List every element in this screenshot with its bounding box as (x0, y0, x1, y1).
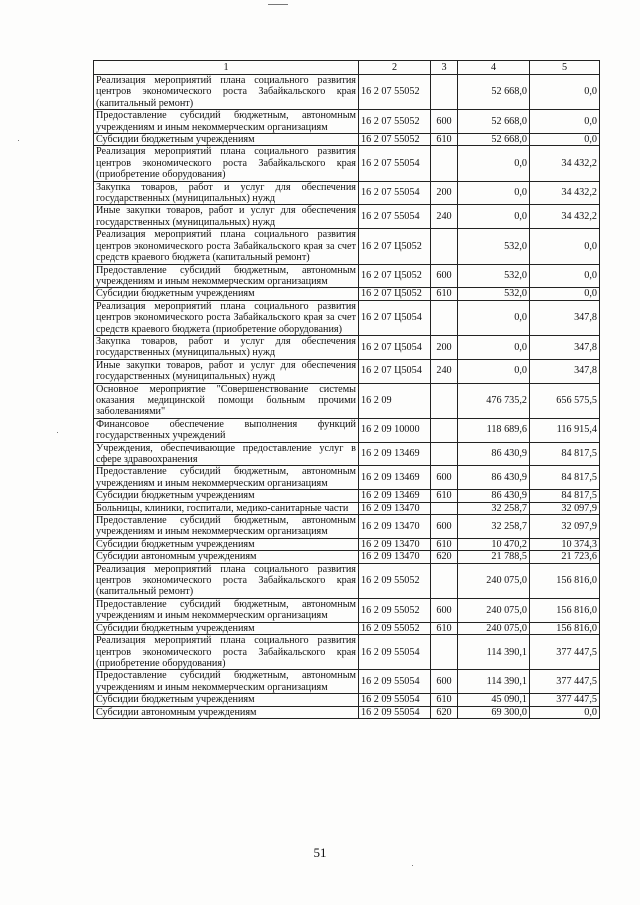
row-value-year1-cell: 0,0 (458, 181, 530, 205)
row-value-year1-cell: 52 668,0 (458, 110, 530, 134)
table-row (94, 563, 600, 598)
table-row (94, 181, 600, 205)
row-code-cell: 16 2 09 (359, 383, 431, 418)
row-code-cell: 16 2 09 13470 (359, 538, 431, 550)
row-value-year1-cell: 32 258,7 (458, 515, 530, 539)
row-code-cell: 16 2 07 55054 (359, 146, 431, 181)
row-value-year2-cell: 377 447,5 (530, 635, 600, 670)
row-expense-type-cell: 200 (431, 181, 458, 205)
row-code-cell: 16 2 07 Ц5054 (359, 359, 431, 383)
row-value-year1-cell: 532,0 (458, 288, 530, 300)
row-code-cell: 16 2 09 13470 (359, 502, 431, 514)
row-value-year2-cell: 0,0 (530, 264, 600, 288)
row-expense-type-cell (431, 300, 458, 335)
row-code-cell: 16 2 07 55052 (359, 75, 431, 110)
row-value-year2-cell: 32 097,9 (530, 515, 600, 539)
row-code-cell: 16 2 07 Ц5054 (359, 300, 431, 335)
table-row (94, 146, 600, 181)
row-value-year2-cell: 0,0 (530, 75, 600, 110)
row-code-cell: 16 2 09 55054 (359, 706, 431, 718)
row-expense-type-cell: 620 (431, 706, 458, 718)
row-expense-type-cell: 610 (431, 694, 458, 706)
row-value-year2-cell: 347,8 (530, 300, 600, 335)
row-value-year2-cell: 0,0 (530, 706, 600, 718)
scan-speck (268, 4, 288, 5)
row-value-year1-cell: 0,0 (458, 300, 530, 335)
row-value-year2-cell: 0,0 (530, 288, 600, 300)
table-row (94, 490, 600, 502)
row-expense-type-cell: 610 (431, 490, 458, 502)
table-row (94, 110, 600, 134)
row-value-year1-cell: 45 090,1 (458, 694, 530, 706)
row-name-cell: Реализация мероприятий плана социального развития центров экономического роста Забайкальского края (приобретение оборудования) (94, 146, 359, 181)
row-code-cell: 16 2 07 Ц5054 (359, 335, 431, 359)
row-value-year2-cell: 347,8 (530, 335, 600, 359)
row-code-cell: 16 2 07 55054 (359, 205, 431, 229)
table-row (94, 635, 600, 670)
column-header: 2 (359, 61, 431, 75)
row-expense-type-cell (431, 502, 458, 514)
scan-speck (18, 140, 19, 141)
scan-speck (57, 432, 58, 433)
row-value-year1-cell: 114 390,1 (458, 670, 530, 694)
page-number: 51 (313, 845, 327, 860)
row-value-year2-cell: 32 097,9 (530, 502, 600, 514)
table-body (94, 75, 600, 719)
row-value-year1-cell: 114 390,1 (458, 635, 530, 670)
table-row (94, 466, 600, 490)
row-value-year2-cell: 156 816,0 (530, 563, 600, 598)
budget-table (93, 60, 600, 719)
row-expense-type-cell (431, 383, 458, 418)
row-value-year1-cell: 0,0 (458, 359, 530, 383)
column-header: 1 (94, 61, 359, 75)
row-value-year1-cell: 52 668,0 (458, 134, 530, 146)
row-value-year2-cell: 34 432,2 (530, 205, 600, 229)
table-row (94, 598, 600, 622)
row-name-cell: Основное мероприятие "Совершенствование системы оказания медицинской помощи больным прочими заболеваниями" (94, 383, 359, 418)
table-row (94, 359, 600, 383)
row-value-year1-cell: 0,0 (458, 205, 530, 229)
table-row (94, 264, 600, 288)
row-value-year2-cell: 377 447,5 (530, 670, 600, 694)
table-row (94, 515, 600, 539)
row-name-cell: Реализация мероприятий плана социального развития центров экономического роста Забайкальского края (капитальный ремонт) (94, 563, 359, 598)
row-value-year2-cell: 84 817,5 (530, 490, 600, 502)
row-code-cell: 16 2 09 55052 (359, 563, 431, 598)
row-expense-type-cell: 240 (431, 205, 458, 229)
row-name-cell: Больницы, клиники, госпитали, медико-санитарные части (94, 502, 359, 514)
table-row (94, 551, 600, 563)
row-expense-type-cell (431, 75, 458, 110)
row-code-cell: 16 2 09 55054 (359, 694, 431, 706)
row-code-cell: 16 2 07 Ц5052 (359, 264, 431, 288)
row-expense-type-cell (431, 229, 458, 264)
table-row (94, 383, 600, 418)
row-name-cell: Закупка товаров, работ и услуг для обеспечения государственных (муниципальных) нужд (94, 181, 359, 205)
column-header: 4 (458, 61, 530, 75)
row-expense-type-cell (431, 563, 458, 598)
table-row (94, 335, 600, 359)
row-expense-type-cell: 600 (431, 264, 458, 288)
table-row (94, 538, 600, 550)
row-value-year1-cell: 118 689,6 (458, 418, 530, 442)
row-value-year2-cell: 156 816,0 (530, 622, 600, 634)
row-expense-type-cell: 600 (431, 466, 458, 490)
row-code-cell: 16 2 09 55052 (359, 598, 431, 622)
table-row (94, 694, 600, 706)
row-code-cell: 16 2 09 55052 (359, 622, 431, 634)
row-expense-type-cell: 620 (431, 551, 458, 563)
table-row (94, 229, 600, 264)
row-value-year1-cell: 0,0 (458, 335, 530, 359)
row-value-year2-cell: 377 447,5 (530, 694, 600, 706)
row-code-cell: 16 2 09 55054 (359, 635, 431, 670)
row-expense-type-cell: 600 (431, 515, 458, 539)
table-header-row (94, 61, 600, 75)
row-value-year1-cell: 86 430,9 (458, 442, 530, 466)
row-name-cell: Иные закупки товаров, работ и услуг для обеспечения государственных (муниципальных) нужд (94, 359, 359, 383)
table-row (94, 75, 600, 110)
row-code-cell: 16 2 09 10000 (359, 418, 431, 442)
row-value-year2-cell: 0,0 (530, 110, 600, 134)
row-name-cell: Предоставление субсидий бюджетным, автономным учреждениям и иным некоммерческим организациям (94, 264, 359, 288)
row-name-cell: Субсидии бюджетным учреждениям (94, 490, 359, 502)
row-expense-type-cell: 610 (431, 622, 458, 634)
row-expense-type-cell: 610 (431, 134, 458, 146)
row-name-cell: Субсидии бюджетным учреждениям (94, 288, 359, 300)
table-row (94, 300, 600, 335)
scan-speck (412, 865, 413, 866)
table-row (94, 502, 600, 514)
table-row (94, 670, 600, 694)
row-expense-type-cell (431, 418, 458, 442)
row-name-cell: Предоставление субсидий бюджетным, автономным учреждениям и иным некоммерческим организациям (94, 515, 359, 539)
row-value-year2-cell: 116 915,4 (530, 418, 600, 442)
row-value-year2-cell: 84 817,5 (530, 442, 600, 466)
row-expense-type-cell: 600 (431, 598, 458, 622)
table-row (94, 622, 600, 634)
row-name-cell: Реализация мероприятий плана социального развития центров экономического роста Забайкальского края за счет средств краевого бюджета (приобретение оборудования) (94, 300, 359, 335)
row-name-cell: Учреждения, обеспечивающие предоставление услуг в сфере здравоохранения (94, 442, 359, 466)
row-name-cell: Реализация мероприятий плана социального развития центров экономического роста Забайкальского края (приобретение оборудования) (94, 635, 359, 670)
row-name-cell: Предоставление субсидий бюджетным, автономным учреждениям и иным некоммерческим организациям (94, 598, 359, 622)
row-value-year1-cell: 32 258,7 (458, 502, 530, 514)
row-expense-type-cell: 240 (431, 359, 458, 383)
row-code-cell: 16 2 09 13469 (359, 442, 431, 466)
row-expense-type-cell: 600 (431, 670, 458, 694)
row-value-year1-cell: 240 075,0 (458, 563, 530, 598)
row-code-cell: 16 2 07 Ц5052 (359, 229, 431, 264)
table-row (94, 418, 600, 442)
row-name-cell: Субсидии бюджетным учреждениям (94, 694, 359, 706)
row-name-cell: Реализация мероприятий плана социального развития центров экономического роста Забайкальского края за счет средств краевого бюджета (капитальный ремонт) (94, 229, 359, 264)
row-value-year1-cell: 10 470,2 (458, 538, 530, 550)
row-value-year1-cell: 240 075,0 (458, 598, 530, 622)
row-name-cell: Предоставление субсидий бюджетным, автономным учреждениям и иным некоммерческим организациям (94, 466, 359, 490)
row-expense-type-cell: 600 (431, 110, 458, 134)
row-code-cell: 16 2 09 13470 (359, 515, 431, 539)
row-code-cell: 16 2 09 55054 (359, 670, 431, 694)
row-value-year2-cell: 656 575,5 (530, 383, 600, 418)
row-value-year1-cell: 86 430,9 (458, 466, 530, 490)
row-value-year2-cell: 21 723,6 (530, 551, 600, 563)
row-value-year1-cell: 69 300,0 (458, 706, 530, 718)
row-value-year2-cell: 10 374,3 (530, 538, 600, 550)
table-row (94, 442, 600, 466)
row-expense-type-cell (431, 635, 458, 670)
row-code-cell: 16 2 07 Ц5052 (359, 288, 431, 300)
row-value-year2-cell: 34 432,2 (530, 146, 600, 181)
row-code-cell: 16 2 09 13469 (359, 490, 431, 502)
row-value-year2-cell: 84 817,5 (530, 466, 600, 490)
row-name-cell: Предоставление субсидий бюджетным, автономным учреждениям и иным некоммерческим организациям (94, 670, 359, 694)
table-row (94, 205, 600, 229)
row-value-year2-cell: 34 432,2 (530, 181, 600, 205)
row-name-cell: Субсидии бюджетным учреждениям (94, 538, 359, 550)
row-value-year2-cell: 347,8 (530, 359, 600, 383)
row-value-year1-cell: 21 788,5 (458, 551, 530, 563)
row-value-year2-cell: 156 816,0 (530, 598, 600, 622)
row-name-cell: Иные закупки товаров, работ и услуг для обеспечения государственных (муниципальных) нужд (94, 205, 359, 229)
column-header: 3 (431, 61, 458, 75)
row-name-cell: Реализация мероприятий плана социального развития центров экономического роста Забайкальского края (капитальный ремонт) (94, 75, 359, 110)
row-code-cell: 16 2 07 55054 (359, 181, 431, 205)
row-value-year1-cell: 86 430,9 (458, 490, 530, 502)
row-name-cell: Субсидии бюджетным учреждениям (94, 622, 359, 634)
row-name-cell: Финансовое обеспечение выполнения функций государственных учреждений (94, 418, 359, 442)
row-name-cell: Субсидии автономным учреждениям (94, 551, 359, 563)
row-value-year1-cell: 532,0 (458, 229, 530, 264)
row-value-year1-cell: 476 735,2 (458, 383, 530, 418)
row-code-cell: 16 2 07 55052 (359, 134, 431, 146)
row-value-year2-cell: 0,0 (530, 134, 600, 146)
row-name-cell: Субсидии бюджетным учреждениям (94, 134, 359, 146)
row-value-year1-cell: 240 075,0 (458, 622, 530, 634)
row-code-cell: 16 2 09 13470 (359, 551, 431, 563)
row-expense-type-cell (431, 442, 458, 466)
column-header: 5 (530, 61, 600, 75)
row-expense-type-cell: 610 (431, 288, 458, 300)
row-code-cell: 16 2 07 55052 (359, 110, 431, 134)
table-row (94, 706, 600, 718)
row-expense-type-cell: 200 (431, 335, 458, 359)
row-value-year1-cell: 532,0 (458, 264, 530, 288)
row-expense-type-cell (431, 146, 458, 181)
table-row (94, 134, 600, 146)
row-code-cell: 16 2 09 13469 (359, 466, 431, 490)
row-name-cell: Субсидии автономным учреждениям (94, 706, 359, 718)
row-name-cell: Предоставление субсидий бюджетным, автономным учреждениям и иным некоммерческим организациям (94, 110, 359, 134)
table-row (94, 288, 600, 300)
row-value-year1-cell: 52 668,0 (458, 75, 530, 110)
row-value-year2-cell: 0,0 (530, 229, 600, 264)
row-name-cell: Закупка товаров, работ и услуг для обеспечения государственных (муниципальных) нужд (94, 335, 359, 359)
row-expense-type-cell: 610 (431, 538, 458, 550)
row-value-year1-cell: 0,0 (458, 146, 530, 181)
